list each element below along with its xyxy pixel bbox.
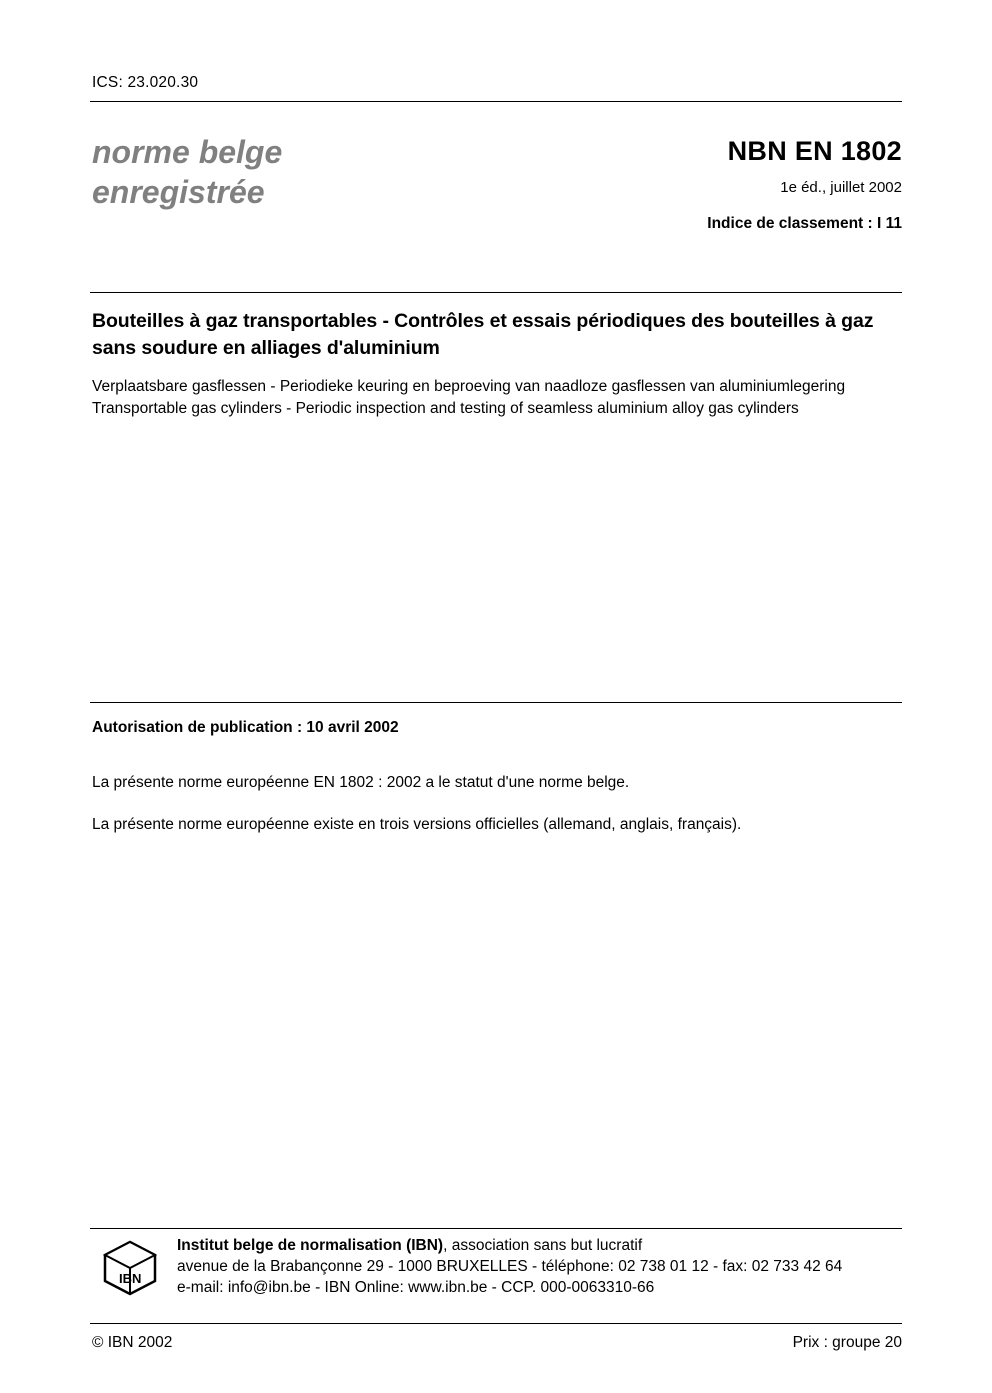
divider-lower [90,702,902,703]
versions-paragraph: La présente norme européenne existe en trois versions officielles (allemand, anglais, français). [92,816,742,833]
footer-organisation: Institut belge de normalisation (IBN) [177,1237,444,1254]
title-english: Transportable gas cylinders - Periodic inspection and testing of seamless aluminium alloy gas cylinders [92,400,799,417]
footer-organisation-suffix: , association sans but lucratif [443,1237,643,1254]
brand-title [92,132,522,212]
divider-middle [90,292,902,293]
divider-bottom [90,1323,902,1324]
divider-top [90,101,902,102]
footer-contact: e-mail: info@ibn.be - IBN Online: www.ibn.be - CCP. 000-0063310-66 [177,1279,655,1296]
footer-text [177,1235,842,1298]
divider-footer [90,1228,902,1229]
standard-edition: 1e éd., juillet 2002 [780,179,902,196]
brand-line-2: enregistrée [92,174,265,210]
copyright-note: © IBN 2002 [92,1334,173,1351]
ibn-logo-icon [102,1240,158,1296]
ics-code: ICS: 23.020.30 [92,74,199,91]
footer-address: avenue de la Brabançonne 29 - 1000 BRUXELLES - téléphone: 02 738 01 12 - fax: 02 733 42 64 [177,1258,843,1275]
title-french: Bouteilles à gaz transportables - Contrôles et essais périodiques des bouteilles à gaz sans soudure en alliages d'aluminium [92,310,874,359]
svg-text:IBN: IBN [119,1271,142,1286]
brand-line-1: norme belge [92,134,283,170]
standard-number: NBN EN 1802 [727,136,902,166]
status-paragraph: La présente norme européenne EN 1802 : 2002 a le statut d'une norme belge. [92,774,630,791]
title-block [92,308,904,420]
footer-block [92,1232,904,1307]
price-group: Prix : groupe 20 [792,1334,902,1351]
title-dutch: Verplaatsbare gasflessen - Periodieke keuring en beproeving van naadloze gasflessen van aluminiumlegering [92,378,846,395]
page-content [90,0,902,1393]
standard-reference-block [482,136,902,233]
authorisation-line: Autorisation de publication : 10 avril 2002 [92,719,399,736]
classification-index: Indice de classement : I 11 [707,215,902,232]
footer-organisation-line [177,1235,842,1256]
